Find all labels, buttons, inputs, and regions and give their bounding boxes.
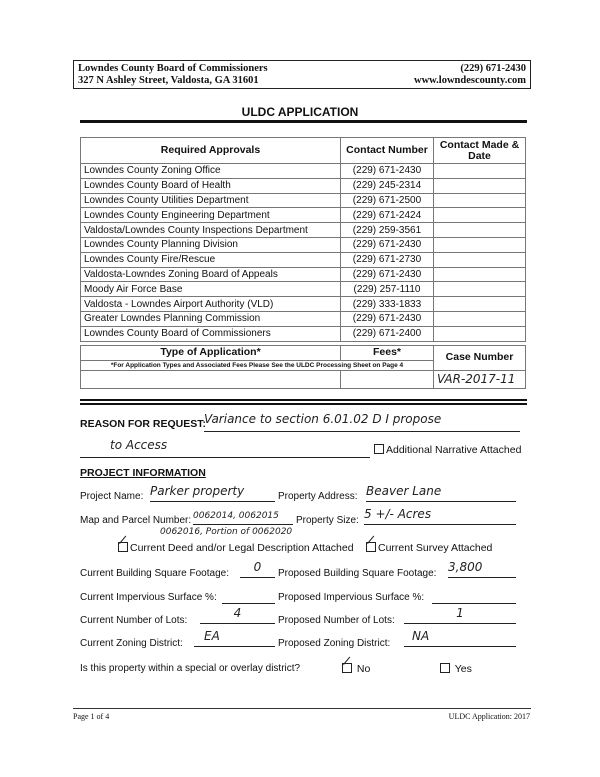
contact-made-field[interactable]	[434, 326, 526, 341]
agency-phone: (229) 671-2430	[341, 311, 434, 326]
cur-imp-label: Current Impervious Surface %:	[80, 592, 217, 603]
checkbox-checked[interactable]	[342, 663, 352, 673]
form-id: ULDC Application: 2017	[448, 712, 530, 721]
parcel-label: Map and Parcel Number:	[80, 515, 192, 526]
contact-made-field[interactable]	[434, 223, 526, 238]
checkbox[interactable]	[440, 663, 450, 673]
survey-checkbox[interactable]: Current Survey Attached	[366, 542, 492, 554]
checkbox-checked[interactable]	[118, 542, 128, 552]
cur-imp-field[interactable]	[222, 590, 275, 604]
contact-made-field[interactable]	[434, 267, 526, 282]
agency-name: Lowndes County Utilities Department	[81, 193, 341, 208]
agency-name: Lowndes County Engineering Department	[81, 208, 341, 223]
narrative-checkbox[interactable]: Additional Narrative Attached	[374, 444, 521, 456]
divider	[80, 120, 527, 123]
table-row	[81, 193, 526, 208]
agency-name: Valdosta-Lowndes Zoning Board of Appeals	[81, 267, 341, 282]
letterhead	[73, 60, 531, 89]
prop-lots-label: Proposed Number of Lots:	[278, 615, 395, 626]
agency-phone: (229) 257-1110	[341, 282, 434, 297]
application-table	[80, 345, 526, 389]
agency-name: Valdosta - Lowndes Airport Authority (VLD)	[81, 297, 341, 312]
deed-checkbox[interactable]: Current Deed and/or Legal Description Attached	[118, 542, 354, 554]
agency-name: Lowndes County Board of Commissioners	[81, 326, 341, 341]
agency-name: Valdosta/Lowndes County Inspections Department	[81, 223, 341, 238]
page-title: ULDC APPLICATION	[241, 105, 359, 119]
agency-phone: (229) 671-2430	[341, 267, 434, 282]
type-field[interactable]	[81, 370, 341, 388]
agency-name: Lowndes County Board of Health	[81, 178, 341, 193]
table-row	[81, 178, 526, 193]
org-name: Lowndes County Board of Commissioners	[78, 63, 268, 74]
project-name-label: Project Name:	[80, 491, 144, 502]
table-row	[81, 311, 526, 326]
agency-phone: (229) 259-3561	[341, 223, 434, 238]
parcel-field-2[interactable]: 0062016, Portion of 0062020	[160, 527, 293, 537]
agency-name: Lowndes County Zoning Office	[81, 164, 341, 179]
agency-phone: (229) 671-2430	[341, 237, 434, 252]
overlay-yes-checkbox[interactable]: Yes	[440, 663, 472, 675]
col-contact: Contact Number	[341, 138, 434, 164]
agency-phone: (229) 671-2424	[341, 208, 434, 223]
footer-divider	[73, 708, 531, 709]
agency-phone: (229) 671-2730	[341, 252, 434, 267]
org-phone: (229) 671-2430	[460, 63, 526, 74]
contact-made-field[interactable]	[434, 193, 526, 208]
agency-phone: (229) 245-2314	[341, 178, 434, 193]
agency-name: Greater Lowndes Planning Commission	[81, 311, 341, 326]
case-label: Case Number	[434, 346, 526, 371]
double-divider	[80, 399, 527, 405]
cur-lots-field[interactable]: 4	[200, 606, 275, 624]
contact-made-field[interactable]	[434, 252, 526, 267]
size-field[interactable]: 5 +/- Acres	[364, 507, 516, 525]
size-label: Property Size:	[296, 515, 359, 526]
address-field[interactable]: Beaver Lane	[366, 484, 516, 502]
contact-made-field[interactable]	[434, 237, 526, 252]
reason-line2[interactable]: to Access	[80, 438, 370, 458]
table-row	[81, 282, 526, 297]
case-number[interactable]: VAR-2017-11	[434, 370, 526, 388]
org-website: www.lowndescounty.com	[413, 75, 526, 86]
contact-made-field[interactable]	[434, 311, 526, 326]
prop-imp-label: Proposed Impervious Surface %:	[278, 592, 425, 603]
page-number: Page 1 of 4	[73, 712, 110, 721]
agency-phone: (229) 671-2430	[341, 164, 434, 179]
table-row	[81, 326, 526, 341]
prop-zone-label: Proposed Zoning District:	[278, 638, 391, 649]
table-row	[81, 164, 526, 179]
table-row	[81, 223, 526, 238]
contact-made-field[interactable]	[434, 282, 526, 297]
cur-sqft-label: Current Building Square Footage:	[80, 568, 229, 579]
overlay-no-checkbox[interactable]: No	[342, 663, 370, 675]
prop-zone-field[interactable]: NA	[404, 629, 516, 647]
cur-zone-label: Current Zoning District:	[80, 638, 183, 649]
prop-sqft-field[interactable]: 3,800	[448, 560, 516, 578]
table-row	[81, 297, 526, 312]
reason-label: REASON FOR REQUEST:	[80, 418, 207, 430]
parcel-field[interactable]: 0062014, 0062015	[193, 511, 293, 525]
checkbox-checked[interactable]	[366, 542, 376, 552]
contact-made-field[interactable]	[434, 208, 526, 223]
cur-sqft-field[interactable]: 0	[240, 560, 275, 578]
agency-phone: (229) 671-2400	[341, 326, 434, 341]
agency-name: Moody Air Force Base	[81, 282, 341, 297]
fees-note: *For Application Types and Associated Fees Please See the ULDC Processing Sheet on Page 4	[81, 360, 434, 370]
table-row	[81, 252, 526, 267]
reason-line1[interactable]: Variance to section 6.01.02 D I propose	[204, 412, 520, 432]
cur-lots-label: Current Number of Lots:	[80, 615, 188, 626]
contact-made-field[interactable]	[434, 178, 526, 193]
prop-imp-field[interactable]	[432, 590, 516, 604]
prop-sqft-label: Proposed Building Square Footage:	[278, 568, 437, 579]
agency-name: Lowndes County Fire/Rescue	[81, 252, 341, 267]
agency-phone: (229) 671-2500	[341, 193, 434, 208]
checkbox[interactable]	[374, 444, 384, 454]
fees-label: Fees*	[341, 346, 434, 361]
prop-lots-field[interactable]: 1	[404, 606, 516, 624]
approvals-table	[80, 137, 526, 342]
contact-made-field[interactable]	[434, 297, 526, 312]
fees-field[interactable]	[341, 370, 434, 388]
table-row	[81, 237, 526, 252]
section-heading: PROJECT INFORMATION	[80, 467, 206, 479]
table-row	[81, 267, 526, 282]
agency-phone: (229) 333-1833	[341, 297, 434, 312]
project-name-field[interactable]: Parker property	[150, 484, 275, 502]
overlay-question: Is this property within a special or overlay district?	[80, 663, 301, 674]
col-made: Contact Made & Date	[434, 138, 526, 164]
cur-zone-field[interactable]: EA	[194, 629, 275, 647]
col-required: Required Approvals	[81, 138, 341, 164]
agency-name: Lowndes County Planning Division	[81, 237, 341, 252]
table-row	[81, 208, 526, 223]
address-label: Property Address:	[278, 491, 358, 502]
type-label: Type of Application*	[81, 346, 341, 361]
contact-made-field[interactable]	[434, 164, 526, 179]
org-address: 327 N Ashley Street, Valdosta, GA 31601	[78, 75, 259, 86]
